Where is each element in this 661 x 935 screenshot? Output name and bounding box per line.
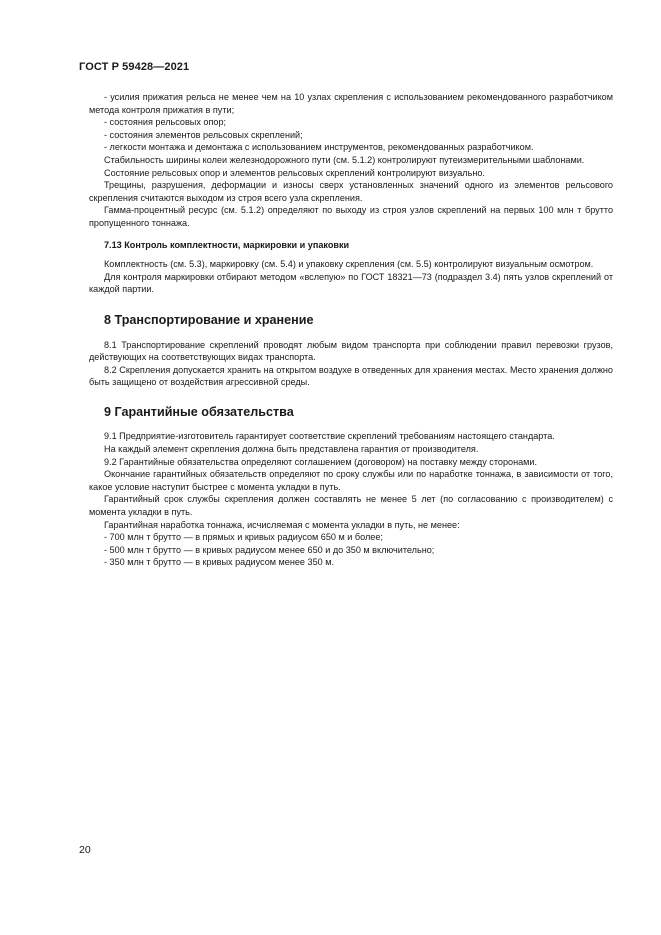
paragraph: 8.2 Скрепления допускается хранить на открытом воздухе в отведенных для хранения местах. Место хранения должно быть защищено от воздействия агрессивной среды.: [89, 364, 613, 388]
section-9: [89, 430, 613, 569]
paragraph: - усилия прижатия рельса не менее чем на 10 узлах скрепления с использованием рекомендованного разработчиком метода контроля прижатия в пути;: [89, 92, 613, 115]
list-item: - 700 млн т брутто — в прямых и кривых радиусом 650 м и более;: [104, 532, 383, 543]
paragraph: Состояние рельсовых опор и элементов рельсовых скреплений контролируют визуально.: [104, 167, 485, 178]
document-header: ГОСТ Р 59428—2021: [79, 61, 190, 73]
paragraph: Гарантийный срок службы скрепления должен составлять не менее 5 лет (по согласованию с производителем) с момента укладки в путь.: [89, 494, 613, 518]
page-body: [89, 91, 613, 569]
page-number: 20: [79, 844, 91, 856]
paragraph: Гамма-процентный ресурс (см. 5.1.2) определяют по выходу из строя узлов скреплений на первых 100 млн т брутто пропущенного тоннажа.: [89, 205, 613, 228]
paragraph: - состояния рельсовых опор;: [104, 117, 227, 128]
paragraph: Для контроля маркировки отбирают методом «вслепую» по ГОСТ 18321—73 (подраздел 3.4) пять узлов скреплений от каждой партии.: [89, 271, 613, 295]
section-heading: 8 Транспортирование и хранение: [104, 312, 314, 327]
paragraph: 9.2 Гарантийные обязательства определяют соглашением (договором) на поставку между сторонами.: [104, 456, 538, 467]
paragraph: На каждый элемент скрепления должна быть представлена гарантия от производителя.: [104, 444, 479, 455]
paragraph: 8.1 Транспортирование скреплений проводят любым видом транспорта при соблюдении правил перевозки грузов, действующих на соответствующих видах транспорта.: [89, 339, 613, 363]
section-heading: 9 Гарантийные обязательства: [104, 404, 294, 419]
section-8: [89, 339, 613, 389]
paragraph: - легкости монтажа и демонтажа с использованием инструментов, рекомендованных разработчиком.: [104, 142, 534, 153]
subsection-heading: 7.13 Контроль комплектности, маркировки и упаковки: [104, 239, 350, 250]
list-item: - 500 млн т брутто — в кривых радиусом менее 650 и до 350 м включительно;: [104, 544, 435, 555]
list-item: - 350 млн т брутто — в кривых радиусом менее 350 м.: [104, 557, 334, 568]
paragraph: 9.1 Предприятие-изготовитель гарантирует соответствие скреплений требованиям настоящего стандарта.: [104, 431, 555, 442]
paragraph: Окончание гарантийных обязательств определяют по сроку службы или по наработке тоннажа, в зависимости от того, какое условие наступит быстрее с момента укладки в путь.: [89, 469, 613, 492]
paragraph: Стабильность ширины колеи железнодорожного пути (см. 5.1.2) контролируют путеизмерительными шаблонами.: [104, 154, 585, 165]
paragraph: Трещины, разрушения, деформации и износы сверх установленных значений одного из элементов рельсового скрепления считаются выходом из строя всего узла скрепления.: [89, 180, 613, 203]
paragraph: Комплектность (см. 5.3), маркировку (см. 5.4) и упаковку скрепления (см. 5.5) контролируют визуальным осмотром.: [104, 259, 594, 270]
subsection-713: [89, 258, 613, 296]
paragraph: Гарантийная наработка тоннажа, исчисляемая с момента укладки в путь, не менее:: [104, 519, 460, 530]
section-a: [89, 91, 613, 230]
paragraph: - состояния элементов рельсовых скреплений;: [104, 129, 303, 140]
